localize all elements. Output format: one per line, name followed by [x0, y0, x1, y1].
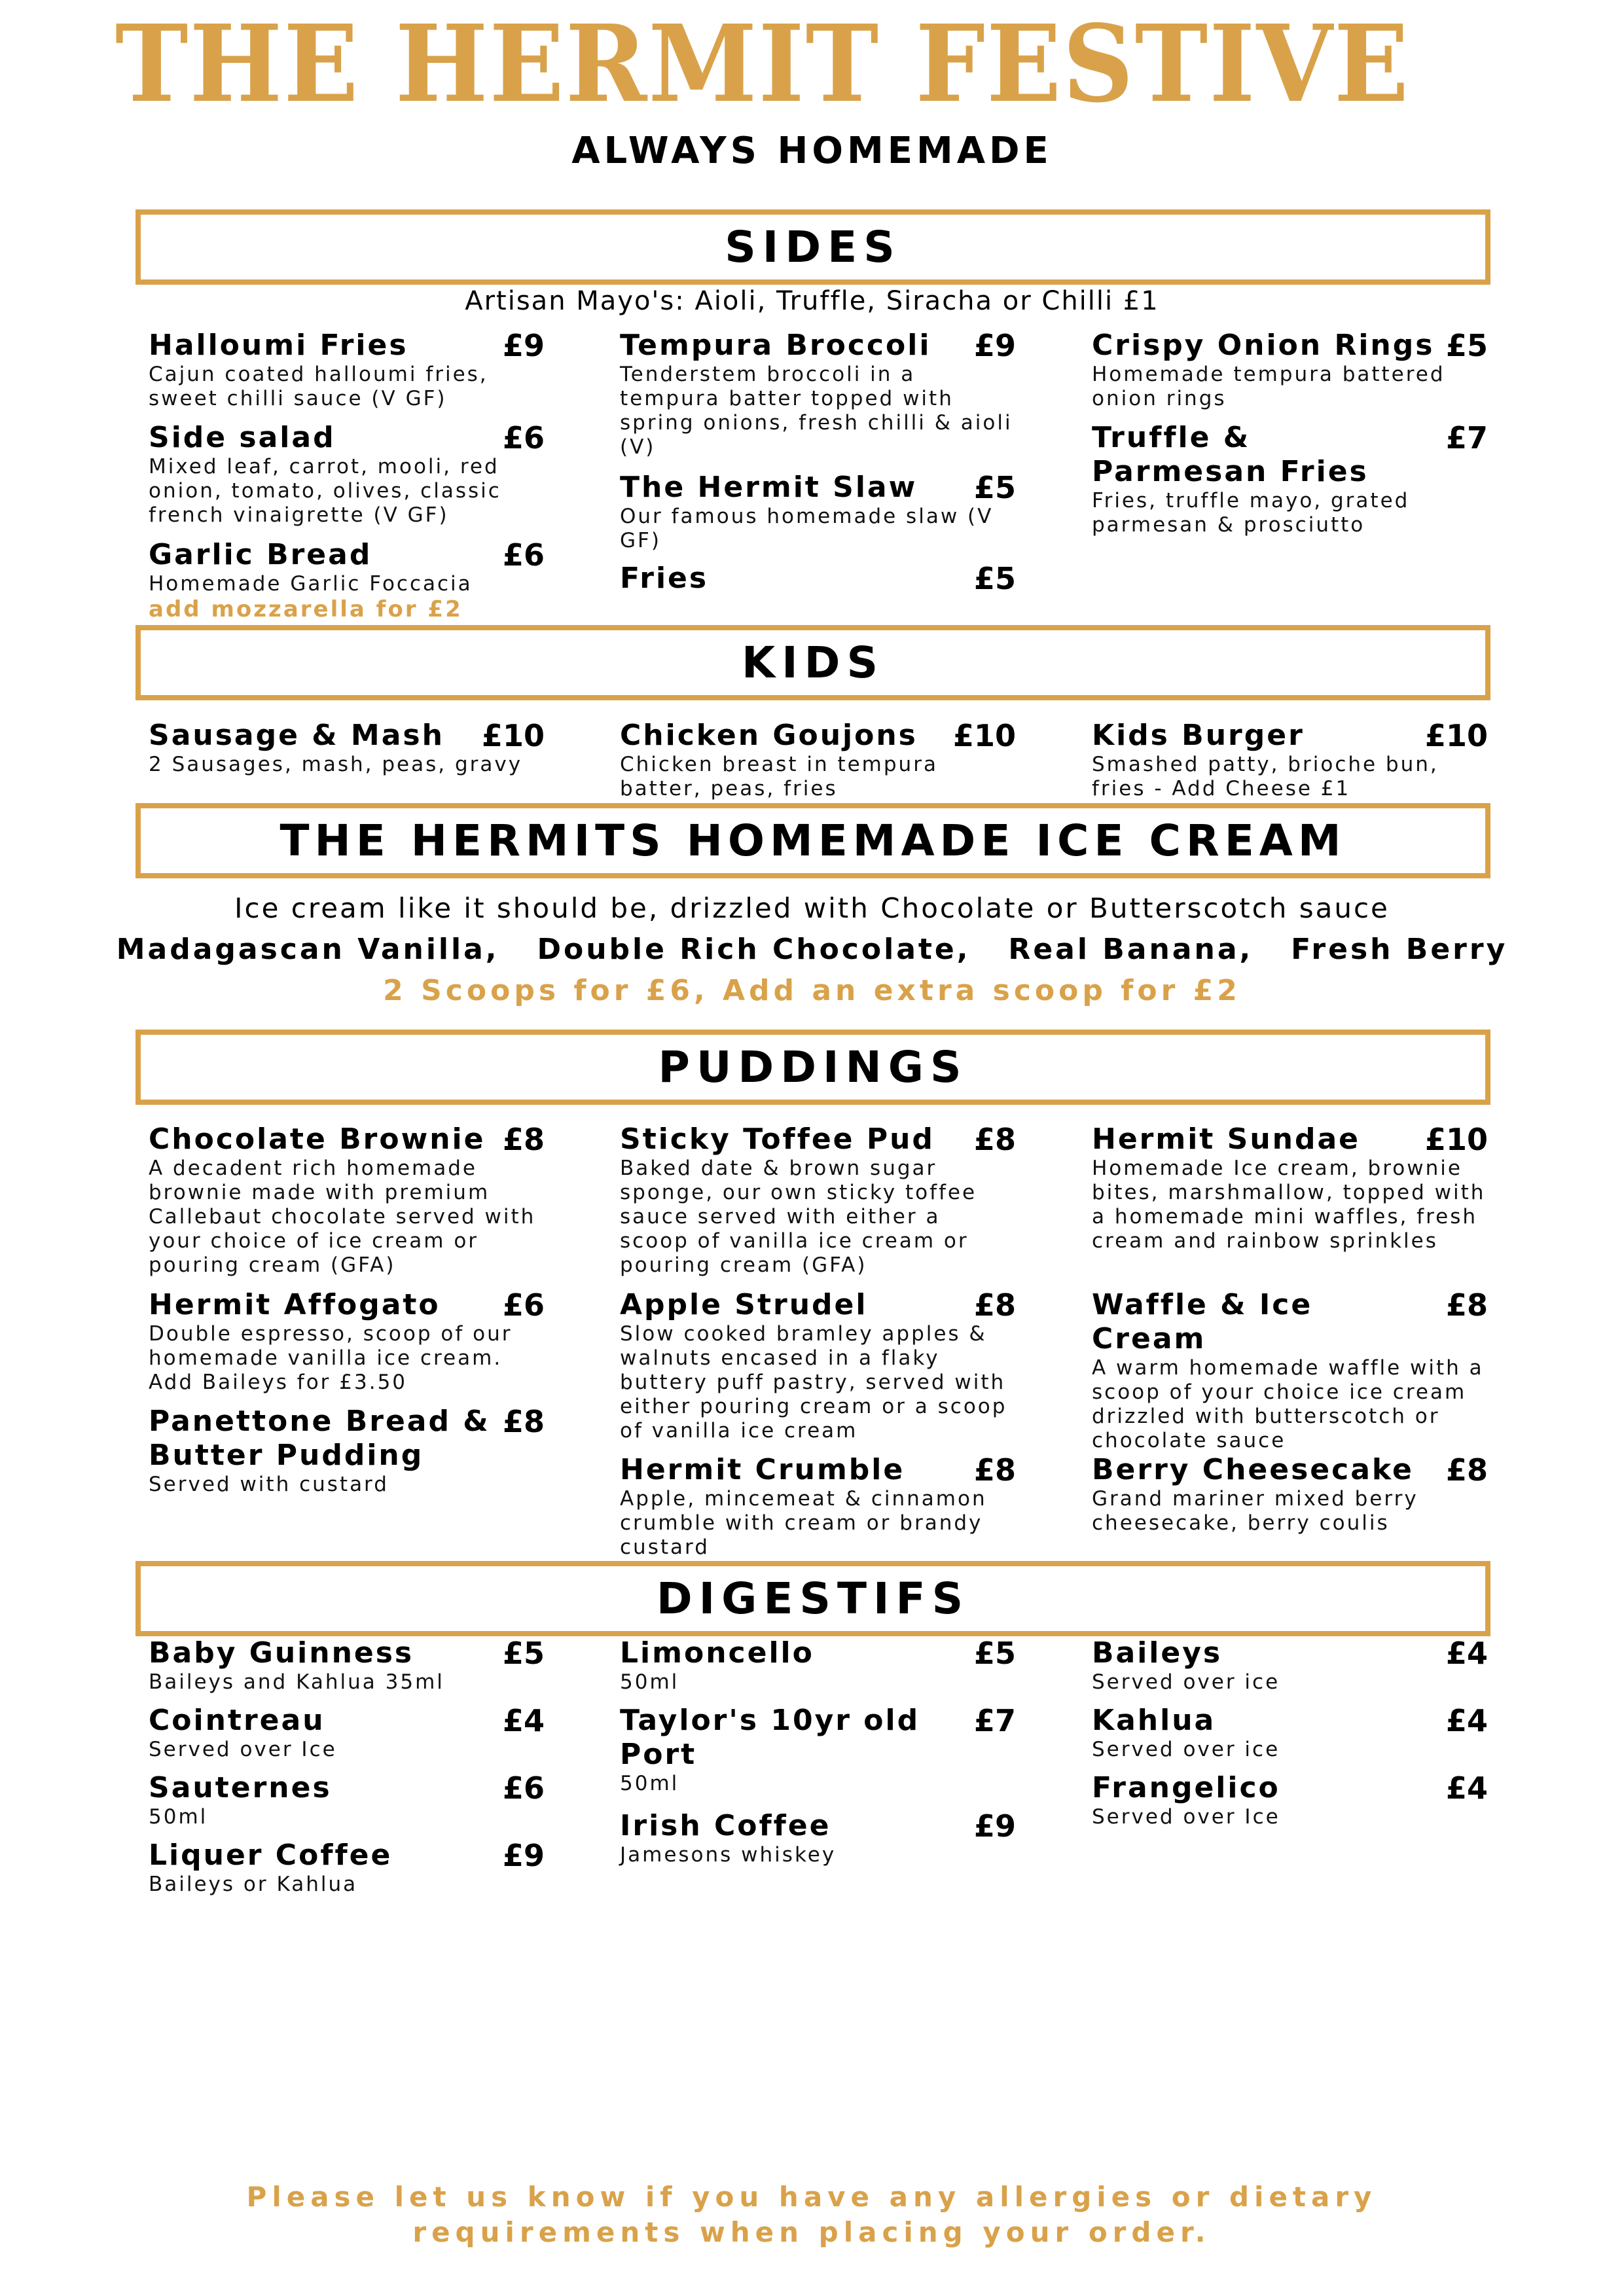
- item-price: £5: [1445, 328, 1488, 363]
- menu-item: [149, 1122, 545, 1278]
- item-price: £5: [973, 1636, 1016, 1671]
- item-description: Smashed patty, brioche bun, fries - Add Cheese £1: [1092, 753, 1439, 800]
- item-description: Grand mariner mixed berry cheesecake, berry coulis: [1092, 1487, 1418, 1535]
- section-heading-ice-cream: THE HERMITS HOMEMADE ICE CREAM: [135, 803, 1490, 878]
- menu-item: [149, 719, 545, 777]
- menu-subtitle: ALWAYS HOMEMADE: [571, 130, 1053, 172]
- item-name: Taylor's 10yr old Port: [620, 1704, 920, 1771]
- item-price: £10: [481, 718, 545, 753]
- menu-item: [149, 1771, 545, 1829]
- menu-item: [1092, 329, 1488, 411]
- menu-item: [620, 1704, 1016, 1796]
- item-description: Homemade Garlic Foccacia: [149, 572, 473, 596]
- item-description: Tenderstem broccoli in a tempura batter topped with spring onions, fresh chilli & aioli (V): [620, 363, 1013, 459]
- item-description: Baked date & brown sugar sponge, our own sticky toffee sauce served with either a scoop of vanilla ice cream or pouring cream (GFA): [620, 1157, 977, 1277]
- item-description: Served over ice: [1092, 1670, 1280, 1694]
- menu-item: [149, 1288, 545, 1395]
- item-description: Homemade Ice cream, brownie bites, marshmallow, topped with a homemade mini waffles, fresh cream and rainbow sprinkles: [1092, 1157, 1486, 1253]
- item-name: Panettone Bread & Butter Pudding: [149, 1405, 490, 1472]
- ice-cream-offer: 2 Scoops for £6, Add an extra scoop for £2: [383, 974, 1241, 1007]
- item-description: Fries, truffle mayo, grated parmesan & prosciutto: [1092, 489, 1410, 537]
- item-price: £8: [1445, 1452, 1488, 1488]
- item-name: Hermit Affogato: [149, 1288, 441, 1321]
- item-description: Baileys and Kahlua 35ml: [149, 1670, 444, 1694]
- item-price: £4: [1445, 1703, 1488, 1738]
- item-description: Double espresso, scoop of our homemade vanilla ice cream. Add Baileys for £3.50: [149, 1322, 513, 1394]
- item-name: Hermit Sundae: [1092, 1122, 1361, 1156]
- item-name: Limoncello: [620, 1636, 814, 1670]
- item-description: 50ml: [149, 1805, 208, 1829]
- item-name: Fries: [620, 562, 709, 595]
- item-price: £6: [502, 537, 545, 573]
- menu-item: [620, 562, 1016, 596]
- menu-item: [149, 421, 545, 528]
- item-price: £4: [502, 1703, 545, 1738]
- item-name: Chocolate Brownie: [149, 1122, 486, 1156]
- menu-item: [1092, 1636, 1488, 1695]
- item-name: Sausage & Mash: [149, 719, 444, 752]
- menu-item: [620, 1809, 1016, 1867]
- section-heading-puddings: PUDDINGS: [135, 1030, 1490, 1105]
- menu-item: [1092, 1288, 1488, 1453]
- item-description: 2 Sausages, mash, peas, gravy: [149, 753, 523, 776]
- item-description: Mixed leaf, carrot, mooli, red onion, tomato, olives, classic french vinaigrette (V GF): [149, 455, 501, 527]
- item-name: Berry Cheesecake: [1092, 1453, 1414, 1486]
- item-name: Crispy Onion Rings: [1092, 329, 1435, 362]
- menu-item: [620, 719, 1016, 801]
- item-price: £10: [952, 718, 1016, 753]
- allergy-notice: Please let us know if you have any allergies or dietary requirements when placing your order.: [246, 2181, 1377, 2248]
- item-price: £5: [502, 1636, 545, 1671]
- item-description: Cajun coated halloumi fries, sweet chilli sauce (V GF): [149, 363, 488, 410]
- item-description: 50ml: [620, 1670, 679, 1694]
- item-price: £6: [502, 1770, 545, 1806]
- item-price: £4: [1445, 1770, 1488, 1806]
- item-name: Side salad: [149, 421, 336, 454]
- menu-item: [620, 471, 1016, 553]
- item-price: £4: [1445, 1636, 1488, 1671]
- item-name: Chicken Goujons: [620, 719, 918, 752]
- item-price: £9: [502, 328, 545, 363]
- item-description: Homemade tempura battered onion rings: [1092, 363, 1445, 410]
- menu-item: [1092, 1453, 1488, 1535]
- menu-item: [1092, 1704, 1488, 1762]
- item-name: Garlic Bread: [149, 538, 372, 571]
- item-price: £8: [973, 1122, 1016, 1157]
- section-heading-kids: KIDS: [135, 625, 1490, 700]
- item-description: Slow cooked bramley apples & walnuts encased in a flaky buttery puff pastry, served with either pouring cream or a scoop of vanilla ice cream: [620, 1322, 1007, 1443]
- item-price: £5: [973, 470, 1016, 505]
- menu-item: [149, 1405, 545, 1497]
- menu-item: [1092, 719, 1488, 801]
- menu-item: [620, 1122, 1016, 1278]
- item-price: £5: [973, 561, 1016, 596]
- menu-item: [1092, 421, 1488, 537]
- menu-item: [149, 1839, 545, 1897]
- item-description: 50ml: [620, 1772, 679, 1795]
- item-price: £7: [973, 1703, 1016, 1738]
- item-description: Served over ice: [1092, 1738, 1280, 1761]
- item-name: The Hermit Slaw: [620, 471, 918, 504]
- item-price: £9: [502, 1838, 545, 1873]
- section-heading-sides: SIDES: [135, 209, 1490, 285]
- item-name: Waffle & Ice Cream: [1092, 1288, 1313, 1355]
- item-price: £7: [1445, 420, 1488, 456]
- item-price: £6: [502, 420, 545, 456]
- item-price: £10: [1424, 1122, 1488, 1157]
- item-price: £8: [973, 1452, 1016, 1488]
- item-description: Served over Ice: [1092, 1805, 1280, 1829]
- item-name: Kids Burger: [1092, 719, 1305, 752]
- item-description: Baileys or Kahlua: [149, 1873, 358, 1896]
- ice-cream-flavours: Madagascan Vanilla, Double Rich Chocolate, Real Banana, Fresh Berry: [116, 933, 1508, 966]
- item-price: £9: [973, 1808, 1016, 1844]
- item-name: Kahlua: [1092, 1704, 1216, 1737]
- item-name: Liquer Coffee: [149, 1839, 393, 1872]
- item-description: Chicken breast in tempura batter, peas, fries: [620, 753, 938, 800]
- item-name: Sticky Toffee Pud: [620, 1122, 935, 1156]
- item-description: A decadent rich homemade brownie made with premium Callebaut chocolate served with your choice of ice cream or pouring cream (GFA): [149, 1157, 536, 1277]
- item-price: £8: [973, 1287, 1016, 1323]
- item-description: Served with custard: [149, 1473, 389, 1496]
- menu-item: [149, 1704, 545, 1762]
- item-price: £6: [502, 1287, 545, 1323]
- item-price: £10: [1424, 718, 1488, 753]
- item-description: Served over Ice: [149, 1738, 337, 1761]
- item-description: Apple, mincemeat & cinnamon crumble with cream or brandy custard: [620, 1487, 987, 1559]
- item-price: £8: [502, 1122, 545, 1157]
- item-name: Apple Strudel: [620, 1288, 868, 1321]
- item-name: Cointreau: [149, 1704, 325, 1737]
- item-name: Baileys: [1092, 1636, 1223, 1670]
- item-description: Jamesons whiskey: [620, 1843, 837, 1867]
- item-name: Halloumi Fries: [149, 329, 408, 362]
- menu-item: [149, 329, 545, 411]
- item-name: Truffle & Parmesan Fries: [1092, 421, 1369, 488]
- item-description: A warm homemade waffle with a scoop of your choice ice cream drizzled with butterscotch or chocolate sauce: [1092, 1356, 1484, 1452]
- menu-item: [1092, 1122, 1488, 1253]
- item-price: £8: [1445, 1287, 1488, 1323]
- menu-item: [1092, 1771, 1488, 1829]
- item-name: Hermit Crumble: [620, 1453, 905, 1486]
- item-addon-note: add mozzarella for £2: [149, 596, 463, 622]
- sides-mayo-note: Artisan Mayo's: Aioli, Truffle, Siracha or Chilli £1: [465, 286, 1159, 316]
- item-name: Irish Coffee: [620, 1809, 831, 1842]
- item-price: £9: [973, 328, 1016, 363]
- menu-item: [620, 1288, 1016, 1443]
- menu-item: [620, 329, 1016, 459]
- item-name: Baby Guinness: [149, 1636, 414, 1670]
- section-heading-digestifs: DIGESTIFS: [135, 1561, 1490, 1636]
- menu-item: [620, 1453, 1016, 1560]
- ice-cream-intro: Ice cream like it should be, drizzled with Chocolate or Butterscotch sauce: [234, 892, 1390, 924]
- item-name: Tempura Broccoli: [620, 329, 931, 362]
- menu-item: [149, 1636, 545, 1695]
- item-name: Frangelico: [1092, 1771, 1280, 1804]
- menu-title: THE HERMIT FESTIVE: [115, 1, 1411, 127]
- item-name: Sauternes: [149, 1771, 332, 1804]
- item-price: £8: [502, 1404, 545, 1439]
- menu-item: [149, 538, 545, 622]
- menu-item: [620, 1636, 1016, 1695]
- item-description: Our famous homemade slaw (V GF): [620, 505, 994, 552]
